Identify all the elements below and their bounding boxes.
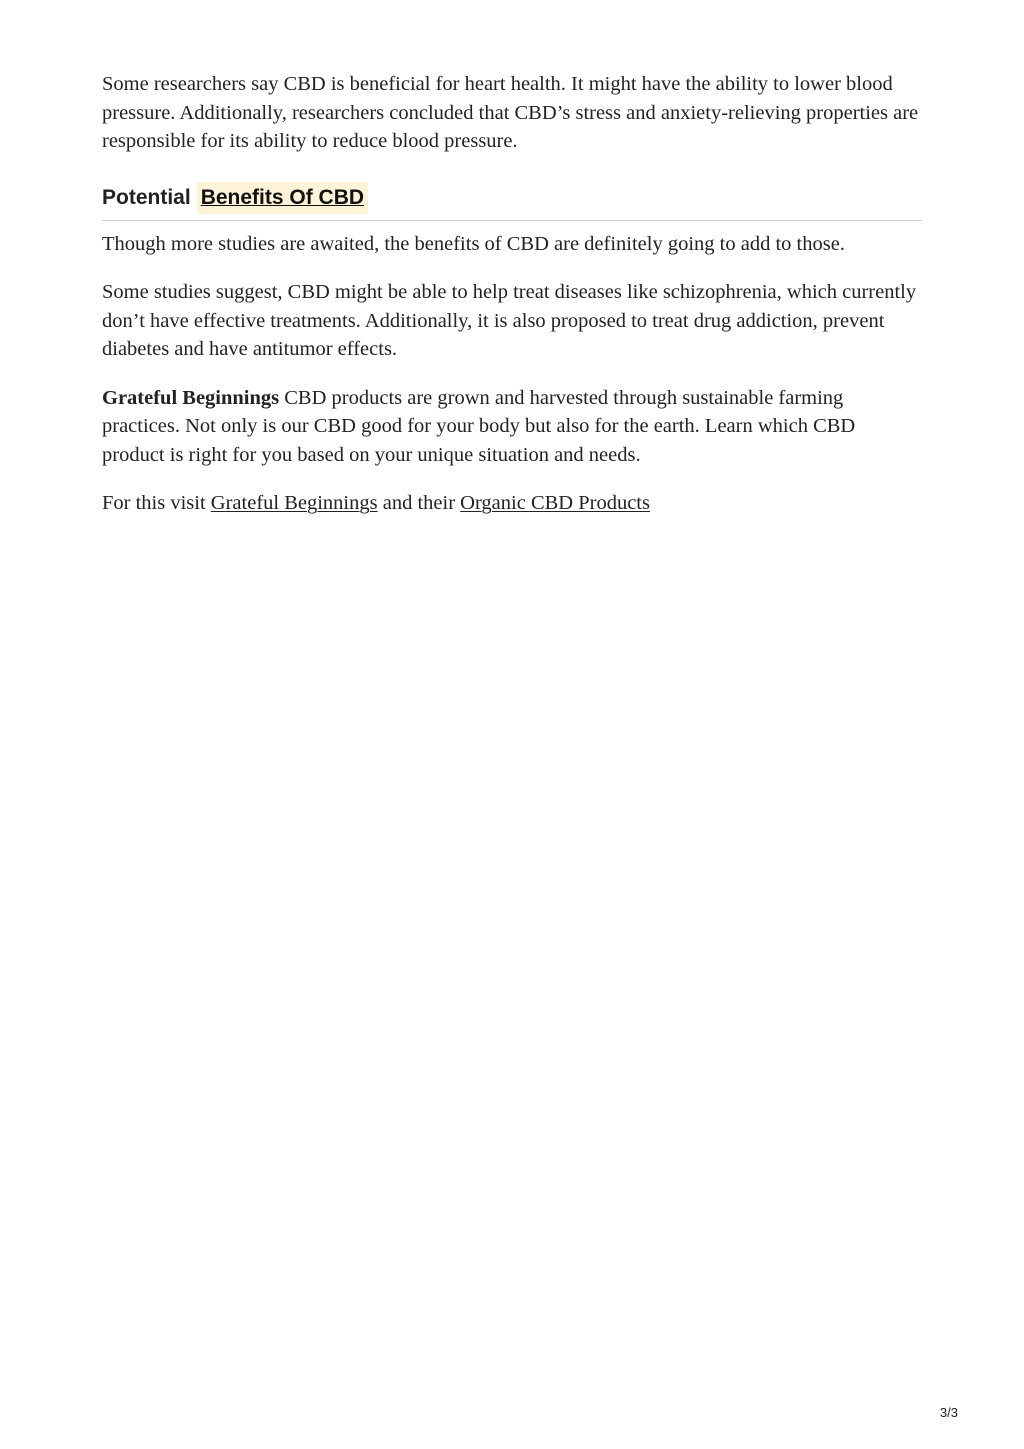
heading-highlight — [197, 182, 368, 214]
grateful-paragraph — [102, 384, 922, 470]
grateful-bold-lead: Grateful Beginnings — [102, 386, 280, 409]
benefits-of-cbd-link[interactable]: Benefits Of CBD — [200, 185, 365, 209]
heading-prefix: Potential — [102, 185, 191, 209]
section-heading — [102, 178, 922, 221]
awaited-paragraph: Though more studies are awaited, the benefits of CBD are definitely going to add to those. — [102, 232, 845, 255]
page-number: 3/3 — [939, 1405, 958, 1420]
document-page — [102, 70, 922, 518]
grateful-beginnings-link[interactable]: Grateful Beginnings — [210, 492, 378, 514]
visit-middle: and their — [377, 492, 461, 514]
intro-paragraph: Some researchers say CBD is beneficial for heart health. It might have the ability to lower blood pressure. Additionally, researchers concluded that CBD’s stress and anxiety-relieving properties are responsible for its ability to reduce blood pressure. — [102, 73, 919, 152]
visit-prefix: For this visit — [102, 492, 211, 514]
visit-paragraph — [102, 489, 922, 518]
grateful-rest-text: CBD products are grown and harvested through sustainable farming practices. Not only is our CBD good for your body but also for the earth. Learn which CBD product is right for you based on your unique situation and needs. — [102, 386, 856, 466]
organic-cbd-products-link[interactable]: Organic CBD Products — [460, 492, 650, 514]
studies-paragraph: Some studies suggest, CBD might be able to help treat diseases like schizophrenia, which currently don’t have effective treatments. Additionally, it is also proposed to treat drug addiction, prevent diabetes and have antitumor effects. — [102, 281, 917, 360]
